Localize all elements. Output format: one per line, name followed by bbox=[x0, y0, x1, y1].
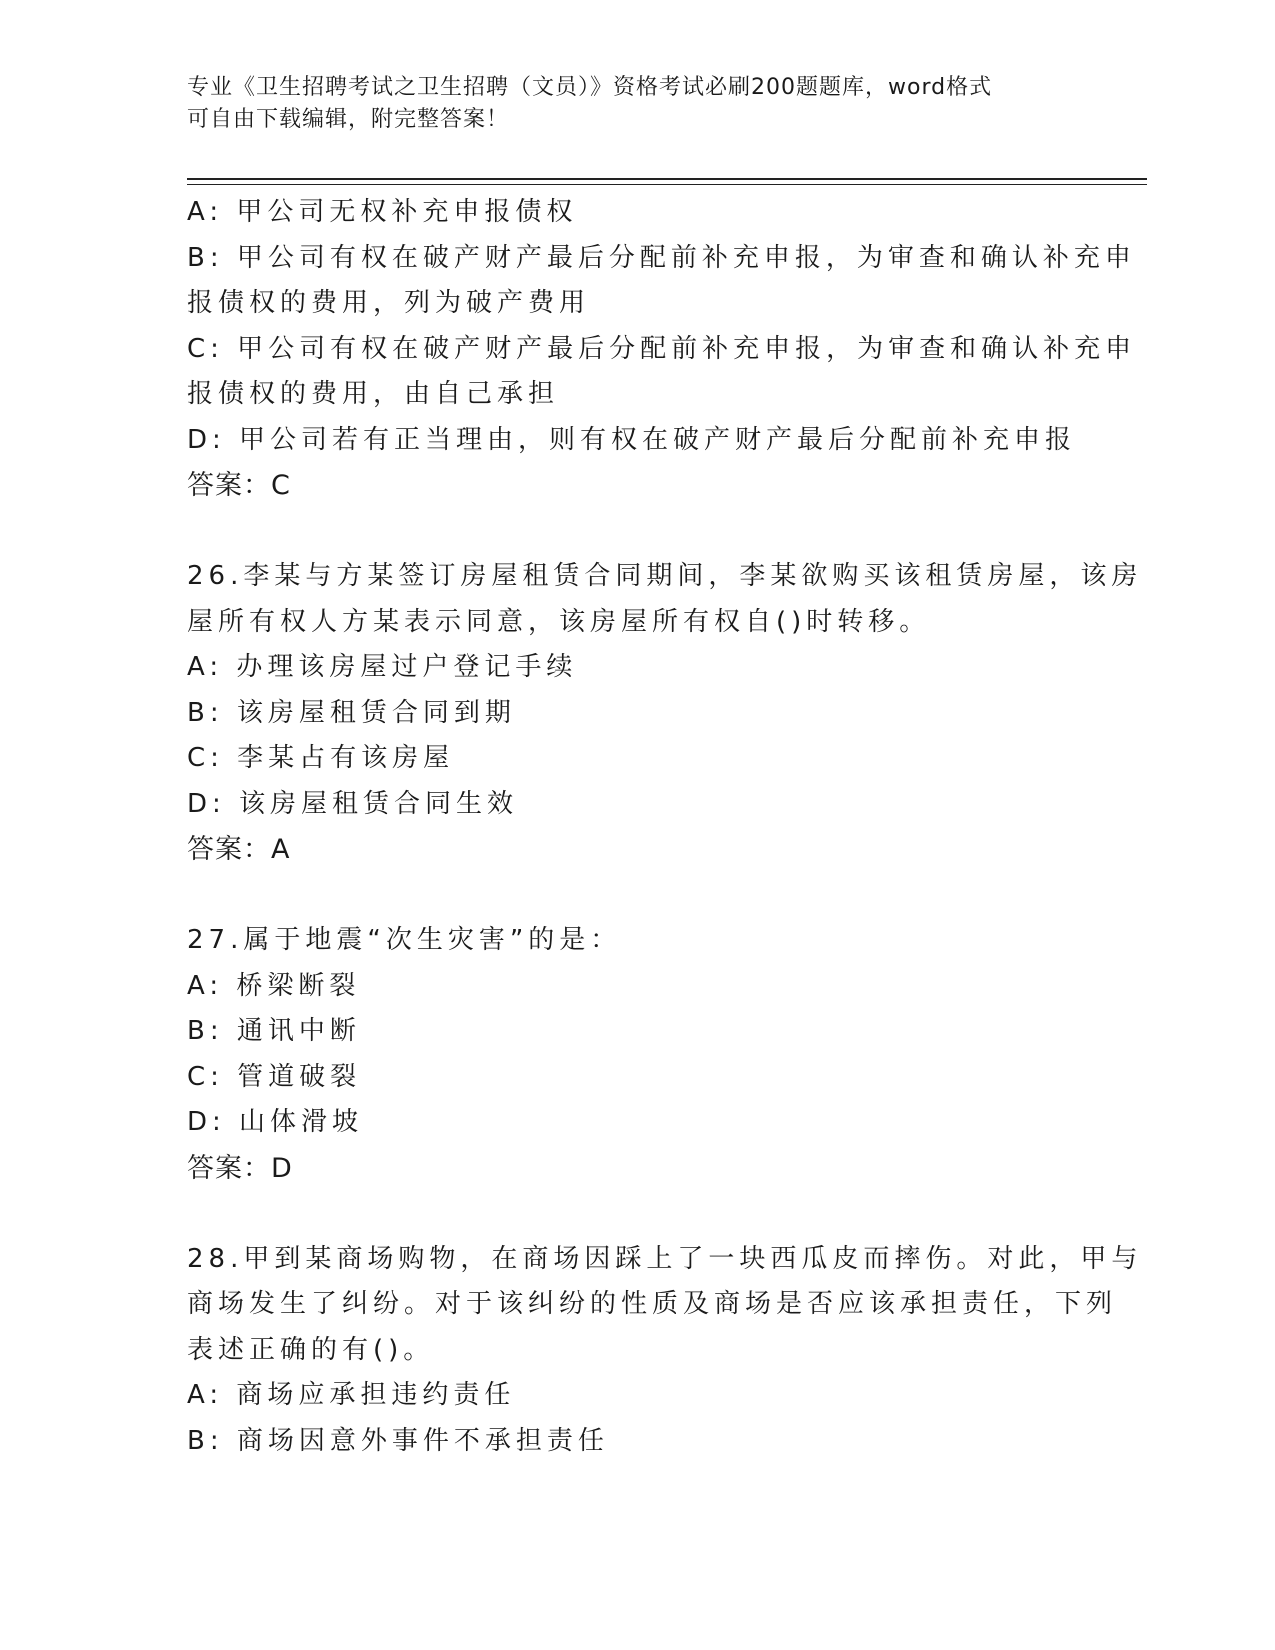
question-stem-line: 27.属于地震“次生灾害”的是： bbox=[187, 925, 622, 955]
spacer bbox=[187, 1191, 1087, 1237]
question-stem-line: 26.李某与方某签订房屋租赁合同期间，李某欲购买该租赁房屋，该房 bbox=[187, 561, 1143, 591]
question-28 bbox=[187, 1237, 1143, 1465]
option-d: D: 山体滑坡 bbox=[187, 1107, 364, 1137]
option-a: A: 商场应承担违约责任 bbox=[187, 1380, 516, 1410]
document-header bbox=[187, 72, 1067, 136]
answer: 答案：C bbox=[187, 470, 291, 501]
option-a: A: 桥梁断裂 bbox=[187, 970, 361, 1001]
option-c-continued: 报债权的费用，由自己承担 bbox=[187, 379, 560, 409]
option-d: D: 该房屋租赁合同生效 bbox=[187, 788, 519, 819]
question-27 bbox=[187, 918, 1087, 1191]
option-d: D: 甲公司若有正当理由，则有权在破产财产最后分配前补充申报 bbox=[187, 424, 1077, 455]
option-b: B: 商场因意外事件不承担责任 bbox=[187, 1425, 609, 1456]
option-c: C: 管道破裂 bbox=[187, 1061, 362, 1092]
spacer bbox=[187, 873, 1087, 919]
header-divider-thick bbox=[187, 178, 1147, 180]
option-c: C: 甲公司有权在破产财产最后分配前补充申报，为审查和确认补充申 bbox=[187, 333, 1137, 364]
question-26 bbox=[187, 554, 1143, 873]
question-stem-line: 28.甲到某商场购物，在商场因踩上了一块西瓜皮而摔伤。对此，甲与 bbox=[187, 1243, 1143, 1274]
answer: 答案：D bbox=[187, 1152, 293, 1184]
option-a: A: 办理该房屋过户登记手续 bbox=[187, 652, 578, 682]
option-a: A: 甲公司无权补充申报债权 bbox=[187, 197, 578, 227]
header-title-line-1: 专业《卫生招聘考试之卫生招聘（文员）》资格考试必刷200题题库，word格式 bbox=[187, 75, 993, 100]
option-c: C: 李某占有该房屋 bbox=[187, 743, 455, 773]
question-stem-line: 表述正确的有()。 bbox=[187, 1334, 435, 1365]
option-b: B: 通讯中断 bbox=[187, 1016, 361, 1046]
question-stem-line: 屋所有权人方某表示同意，该房屋所有权自()时转移。 bbox=[187, 606, 931, 637]
question-list bbox=[187, 190, 1143, 1464]
option-b: B: 甲公司有权在破产财产最后分配前补充申报，为审查和确认补充申 bbox=[187, 242, 1136, 273]
option-b: B: 该房屋租赁合同到期 bbox=[187, 697, 516, 728]
question-stem-line: 商场发生了纠纷。对于该纠纷的性质及商场是否应该承担责任，下列 bbox=[187, 1289, 1118, 1319]
spacer bbox=[187, 509, 1087, 555]
header-title-line-2: 可自由下载编辑，附完整答案！ bbox=[187, 107, 510, 132]
header-divider-thin bbox=[187, 184, 1147, 185]
answer: 答案：A bbox=[187, 834, 291, 865]
option-b-continued: 报债权的费用，列为破产费用 bbox=[187, 288, 591, 318]
question-25 bbox=[187, 190, 1137, 509]
